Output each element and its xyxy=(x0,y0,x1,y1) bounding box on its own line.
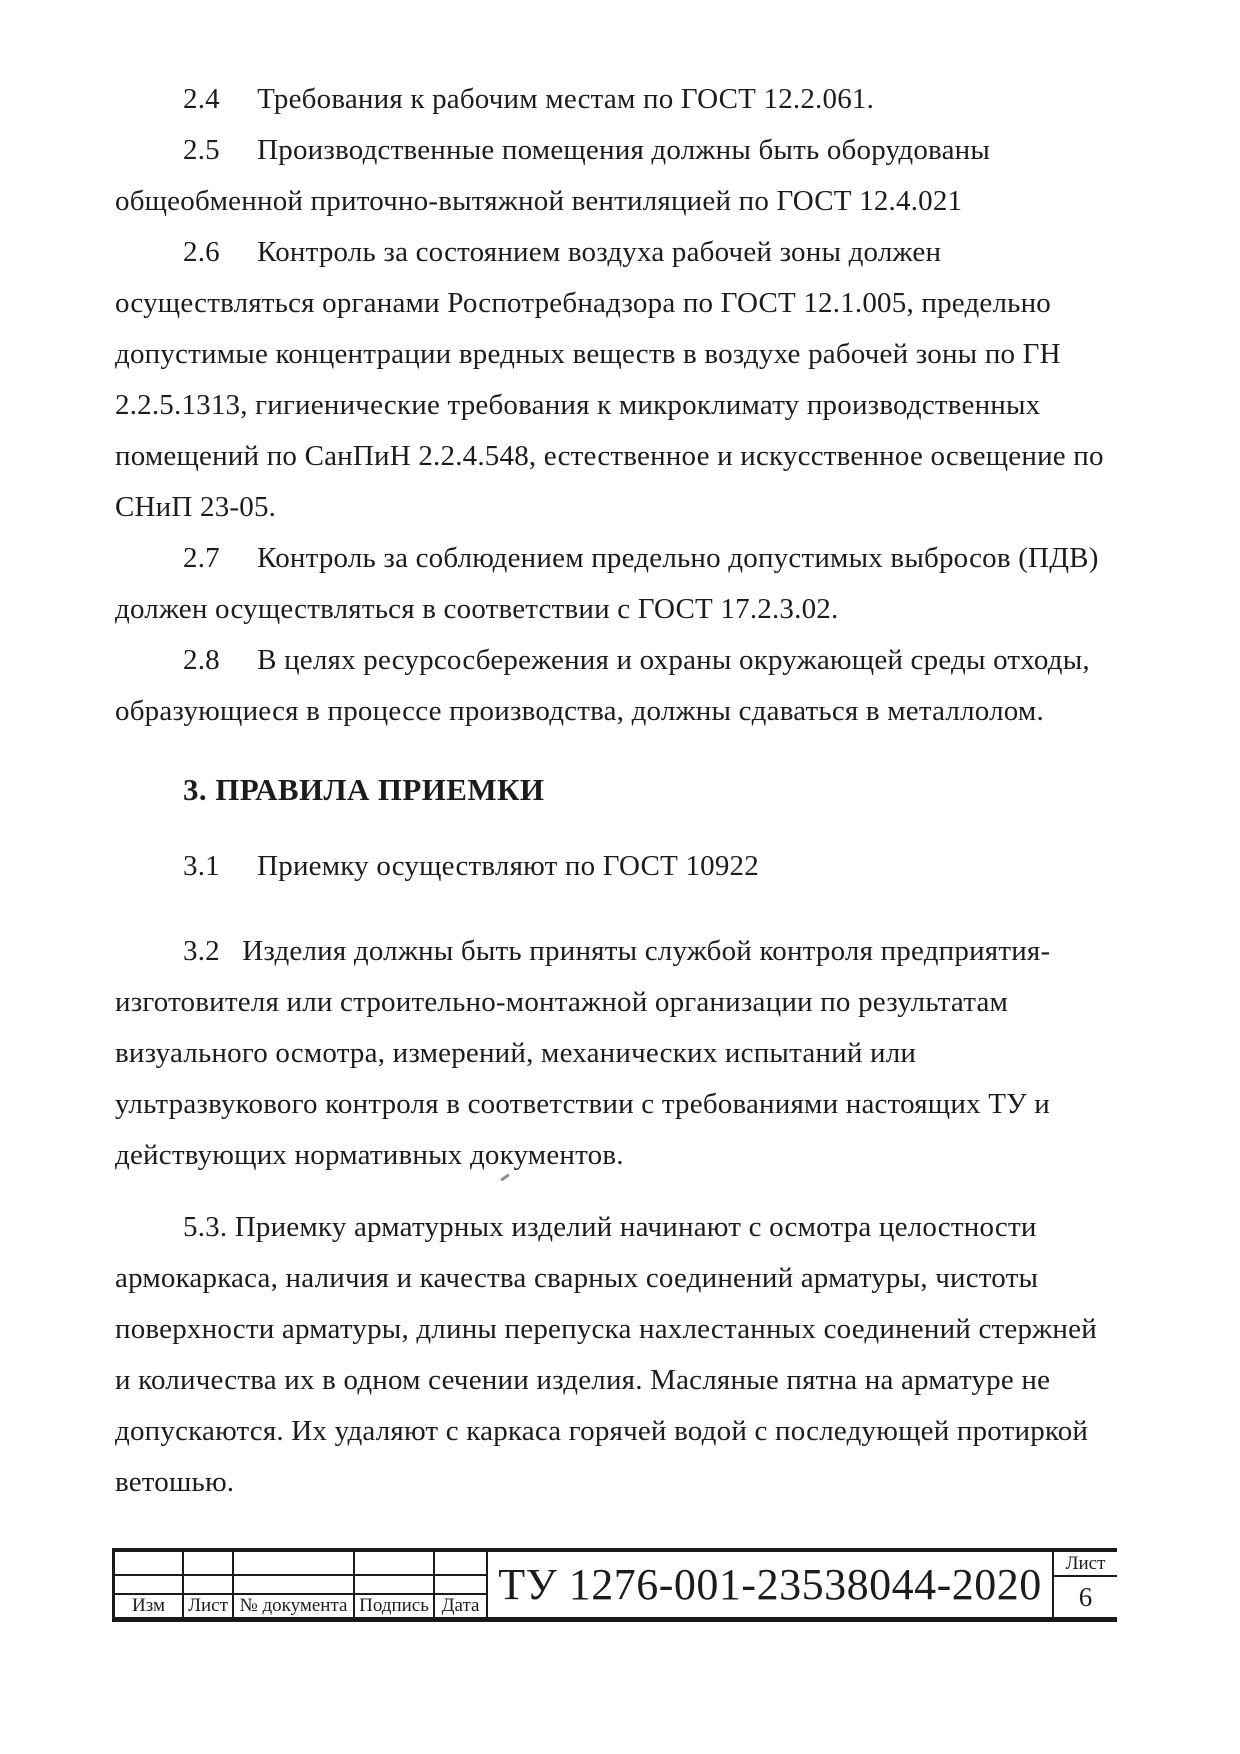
text-line: и количества их в одном сечении изделия. Масляные пятна на арматуре не xyxy=(115,1364,1051,1396)
document-body xyxy=(115,74,1125,1508)
text-line: ультразвукового контроля в соответствии с требованиями настоящих ТУ и xyxy=(115,1088,1051,1120)
revision-table xyxy=(115,1552,488,1617)
revision-cell xyxy=(184,1552,234,1576)
clause-3-1: 3.1 Приемку осуществляют по ГОСТ 10922 xyxy=(183,850,759,882)
list-label: Лист xyxy=(184,1595,234,1617)
revision-cell xyxy=(234,1552,355,1576)
text-line: 2.5 Производственные помещения должны быть оборудованы xyxy=(183,134,991,166)
text-line: допускаются. Их удаляют с каркаса горячей водой с последующей протиркой xyxy=(115,1415,1089,1447)
text-line: действующих нормативных документов. xyxy=(115,1139,624,1171)
text-line: визуального осмотра, измерений, механических испытаний или xyxy=(115,1037,917,1069)
doc-number-label: № документа xyxy=(234,1595,355,1617)
text-line: 2.8 В целях ресурсосбережения и охраны окружающей среды отходы, xyxy=(183,644,1090,676)
text-line: поверхности арматуры, длины перепуска нахлестанных соединений стержней xyxy=(115,1313,1097,1345)
revision-cell xyxy=(234,1576,355,1595)
podpis-label: Подпись xyxy=(355,1595,435,1617)
revision-cell xyxy=(355,1552,435,1576)
text-line: общеобменной приточно-вытяжной вентиляцией по ГОСТ 12.4.021 xyxy=(115,185,963,217)
text-line: образующиеся в процессе производства, должны сдаваться в металлолом. xyxy=(115,695,1044,727)
text-line: 2.2.5.1313, гигиенические требования к микроклимату производственных xyxy=(115,389,1041,421)
clause-3-2 xyxy=(115,926,1125,1181)
sheet-label: Лист xyxy=(1054,1552,1117,1577)
section-3-heading: 3. ПРАВИЛА ПРИЕМКИ xyxy=(183,772,545,807)
document-designation: ТУ 1276-001-23538044-2020 xyxy=(488,1552,1054,1617)
revision-cell xyxy=(184,1576,234,1595)
section-2-text xyxy=(115,74,1125,737)
revision-cell xyxy=(435,1576,488,1595)
sheet-cell xyxy=(1054,1552,1117,1617)
text-line: СНиП 23-05. xyxy=(115,491,277,523)
text-line: армокаркаса, наличия и качества сварных соединений арматуры, чистоты xyxy=(115,1262,1039,1294)
text-line: 3.2 Изделия должны быть приняты службой контроля предприятия- xyxy=(183,935,1051,967)
revision-cell xyxy=(115,1552,184,1576)
revision-cell xyxy=(435,1552,488,1576)
text-line: 2.7 Контроль за соблюдением предельно допустимых выбросов (ПДВ) xyxy=(183,542,1099,574)
text-line: помещений по СанПиН 2.2.4.548, естественное и искусственное освещение по xyxy=(115,440,1104,472)
text-line: ветошью. xyxy=(115,1466,235,1498)
izm-label: Изм xyxy=(115,1595,184,1617)
text-line: изготовителя или строительно-монтажной организации по результатам xyxy=(115,986,1009,1018)
title-block xyxy=(112,1548,1117,1622)
text-line: допустимые концентрации вредных веществ в воздухе рабочей зоны по ГН xyxy=(115,338,1061,370)
revision-cell xyxy=(115,1576,184,1595)
text-line: 2.4 Требования к рабочим местам по ГОСТ 12.2.061. xyxy=(183,83,875,115)
sheet-number: 6 xyxy=(1078,1581,1093,1612)
revision-cell xyxy=(355,1576,435,1595)
text-line: должен осуществляться в соответствии с ГОСТ 17.2.3.02. xyxy=(115,593,839,625)
text-line: осуществляться органами Роспотребнадзора по ГОСТ 12.1.005, предельно xyxy=(115,287,1052,319)
text-line: 5.3. Приемку арматурных изделий начинают с осмотра целостности xyxy=(183,1211,1037,1243)
data-label: Дата xyxy=(435,1595,488,1617)
clause-5-3 xyxy=(115,1202,1125,1508)
text-line: 2.6 Контроль за состоянием воздуха рабочей зоны должен xyxy=(183,236,942,268)
